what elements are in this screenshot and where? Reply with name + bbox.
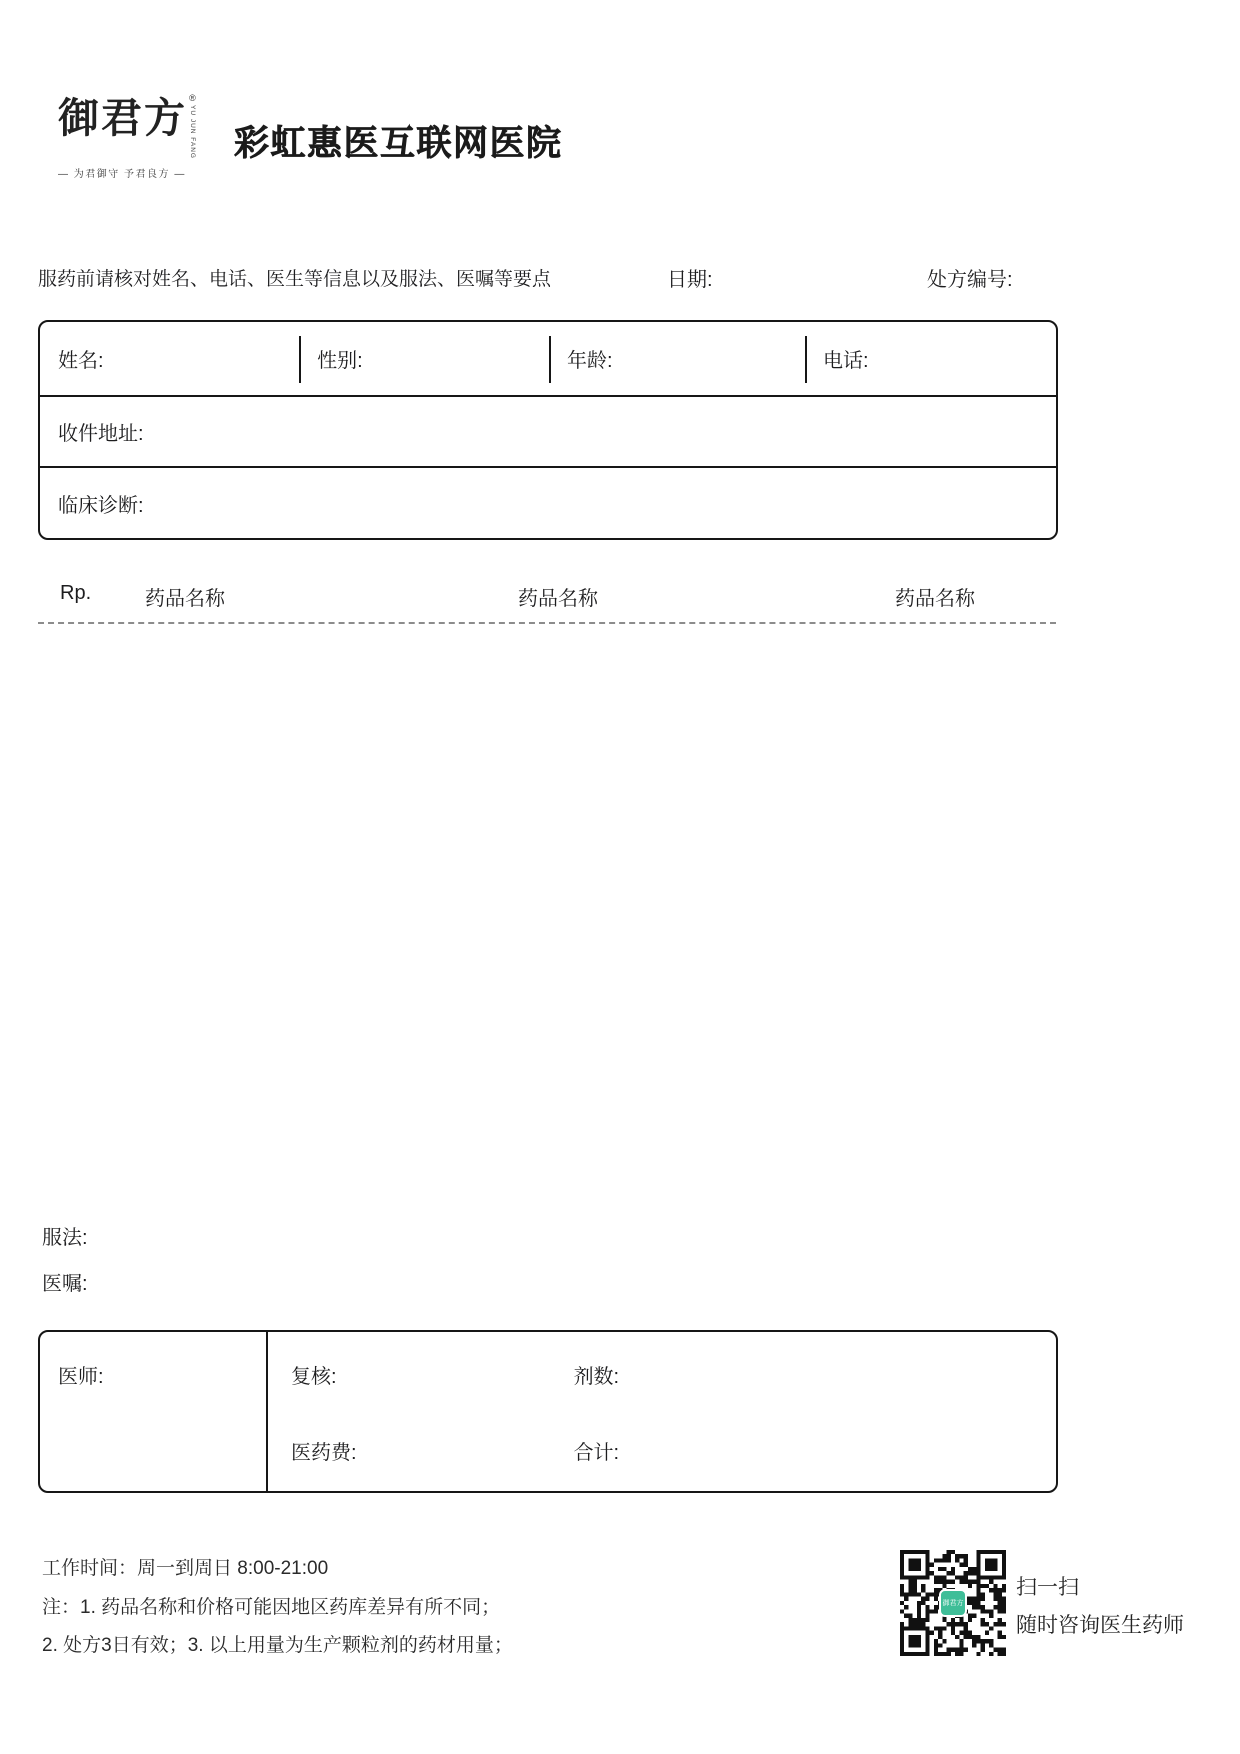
physician-field [40,1332,268,1491]
address-field [40,397,1056,468]
scan-title: 扫一扫 [1016,1576,1079,1599]
hospital-name-title: 彩虹惠医互联网医院 [234,124,563,163]
working-hours: 工作时间：周一到周日 8:00-21:00 [42,1558,329,1579]
scan-subtitle: 随时咨询医生药师 [1016,1614,1184,1637]
rx-header-row [0,582,1240,608]
dashed-divider [38,622,1056,624]
footer-note-1: 注：1. 药品名称和价格可能因地区药库差异有所不同； [42,1597,501,1618]
patient-info-box [38,320,1058,540]
doses-label: 剂数: [573,1366,620,1388]
brand-logo [58,93,208,180]
brand-tagline: — 为君御守 予君良方 — [58,168,186,180]
rp-label: Rp. [60,582,92,604]
diagnosis-label: 临床诊断: [58,494,144,517]
age-field [549,322,805,395]
age-label: 年龄: [567,350,613,372]
fee-label: 医药费: [291,1442,357,1464]
patient-info-row [40,322,1056,397]
doctor-advice-label: 医嘱: [42,1273,88,1295]
rx-number-label: 处方编号: [927,269,1013,291]
footer-note-2: 2. 处方3日有效；3. 以上用量为生产颗粒剂的药材用量； [42,1635,513,1656]
drug-name-column-header: 药品名称 [145,588,225,610]
address-label: 收件地址: [58,423,144,445]
drug-name-column-header: 药品名称 [895,588,975,610]
signature-details [268,1332,1056,1491]
drug-name-column-header: 药品名称 [518,588,598,610]
gender-label: 性别: [317,350,363,372]
phone-field [805,322,1056,395]
name-label: 姓名: [58,350,104,372]
physician-label: 医师: [58,1366,104,1388]
review-doses-row [291,1360,1056,1389]
qr-code [900,1550,1006,1656]
usage-label: 服法: [42,1227,88,1249]
diagnosis-field [40,468,1056,538]
brand-logo-text: 御君方 [58,94,187,142]
name-field [40,322,299,395]
brand-logo-romanized: YU JUN FANG [189,105,196,159]
registered-trademark-icon: ® [189,93,196,103]
qr-center-logo: 御君方 [939,1589,967,1617]
date-label: 日期: [667,269,713,291]
gender-field [299,322,549,395]
fee-total-row [291,1436,1056,1465]
total-label: 合计: [573,1442,620,1464]
phone-label: 电话: [823,350,869,372]
signature-box [38,1330,1058,1493]
review-label: 复核: [291,1366,337,1388]
verification-notice: 服药前请核对姓名、电话、医生等信息以及服法、医嘱等要点 [38,269,552,290]
